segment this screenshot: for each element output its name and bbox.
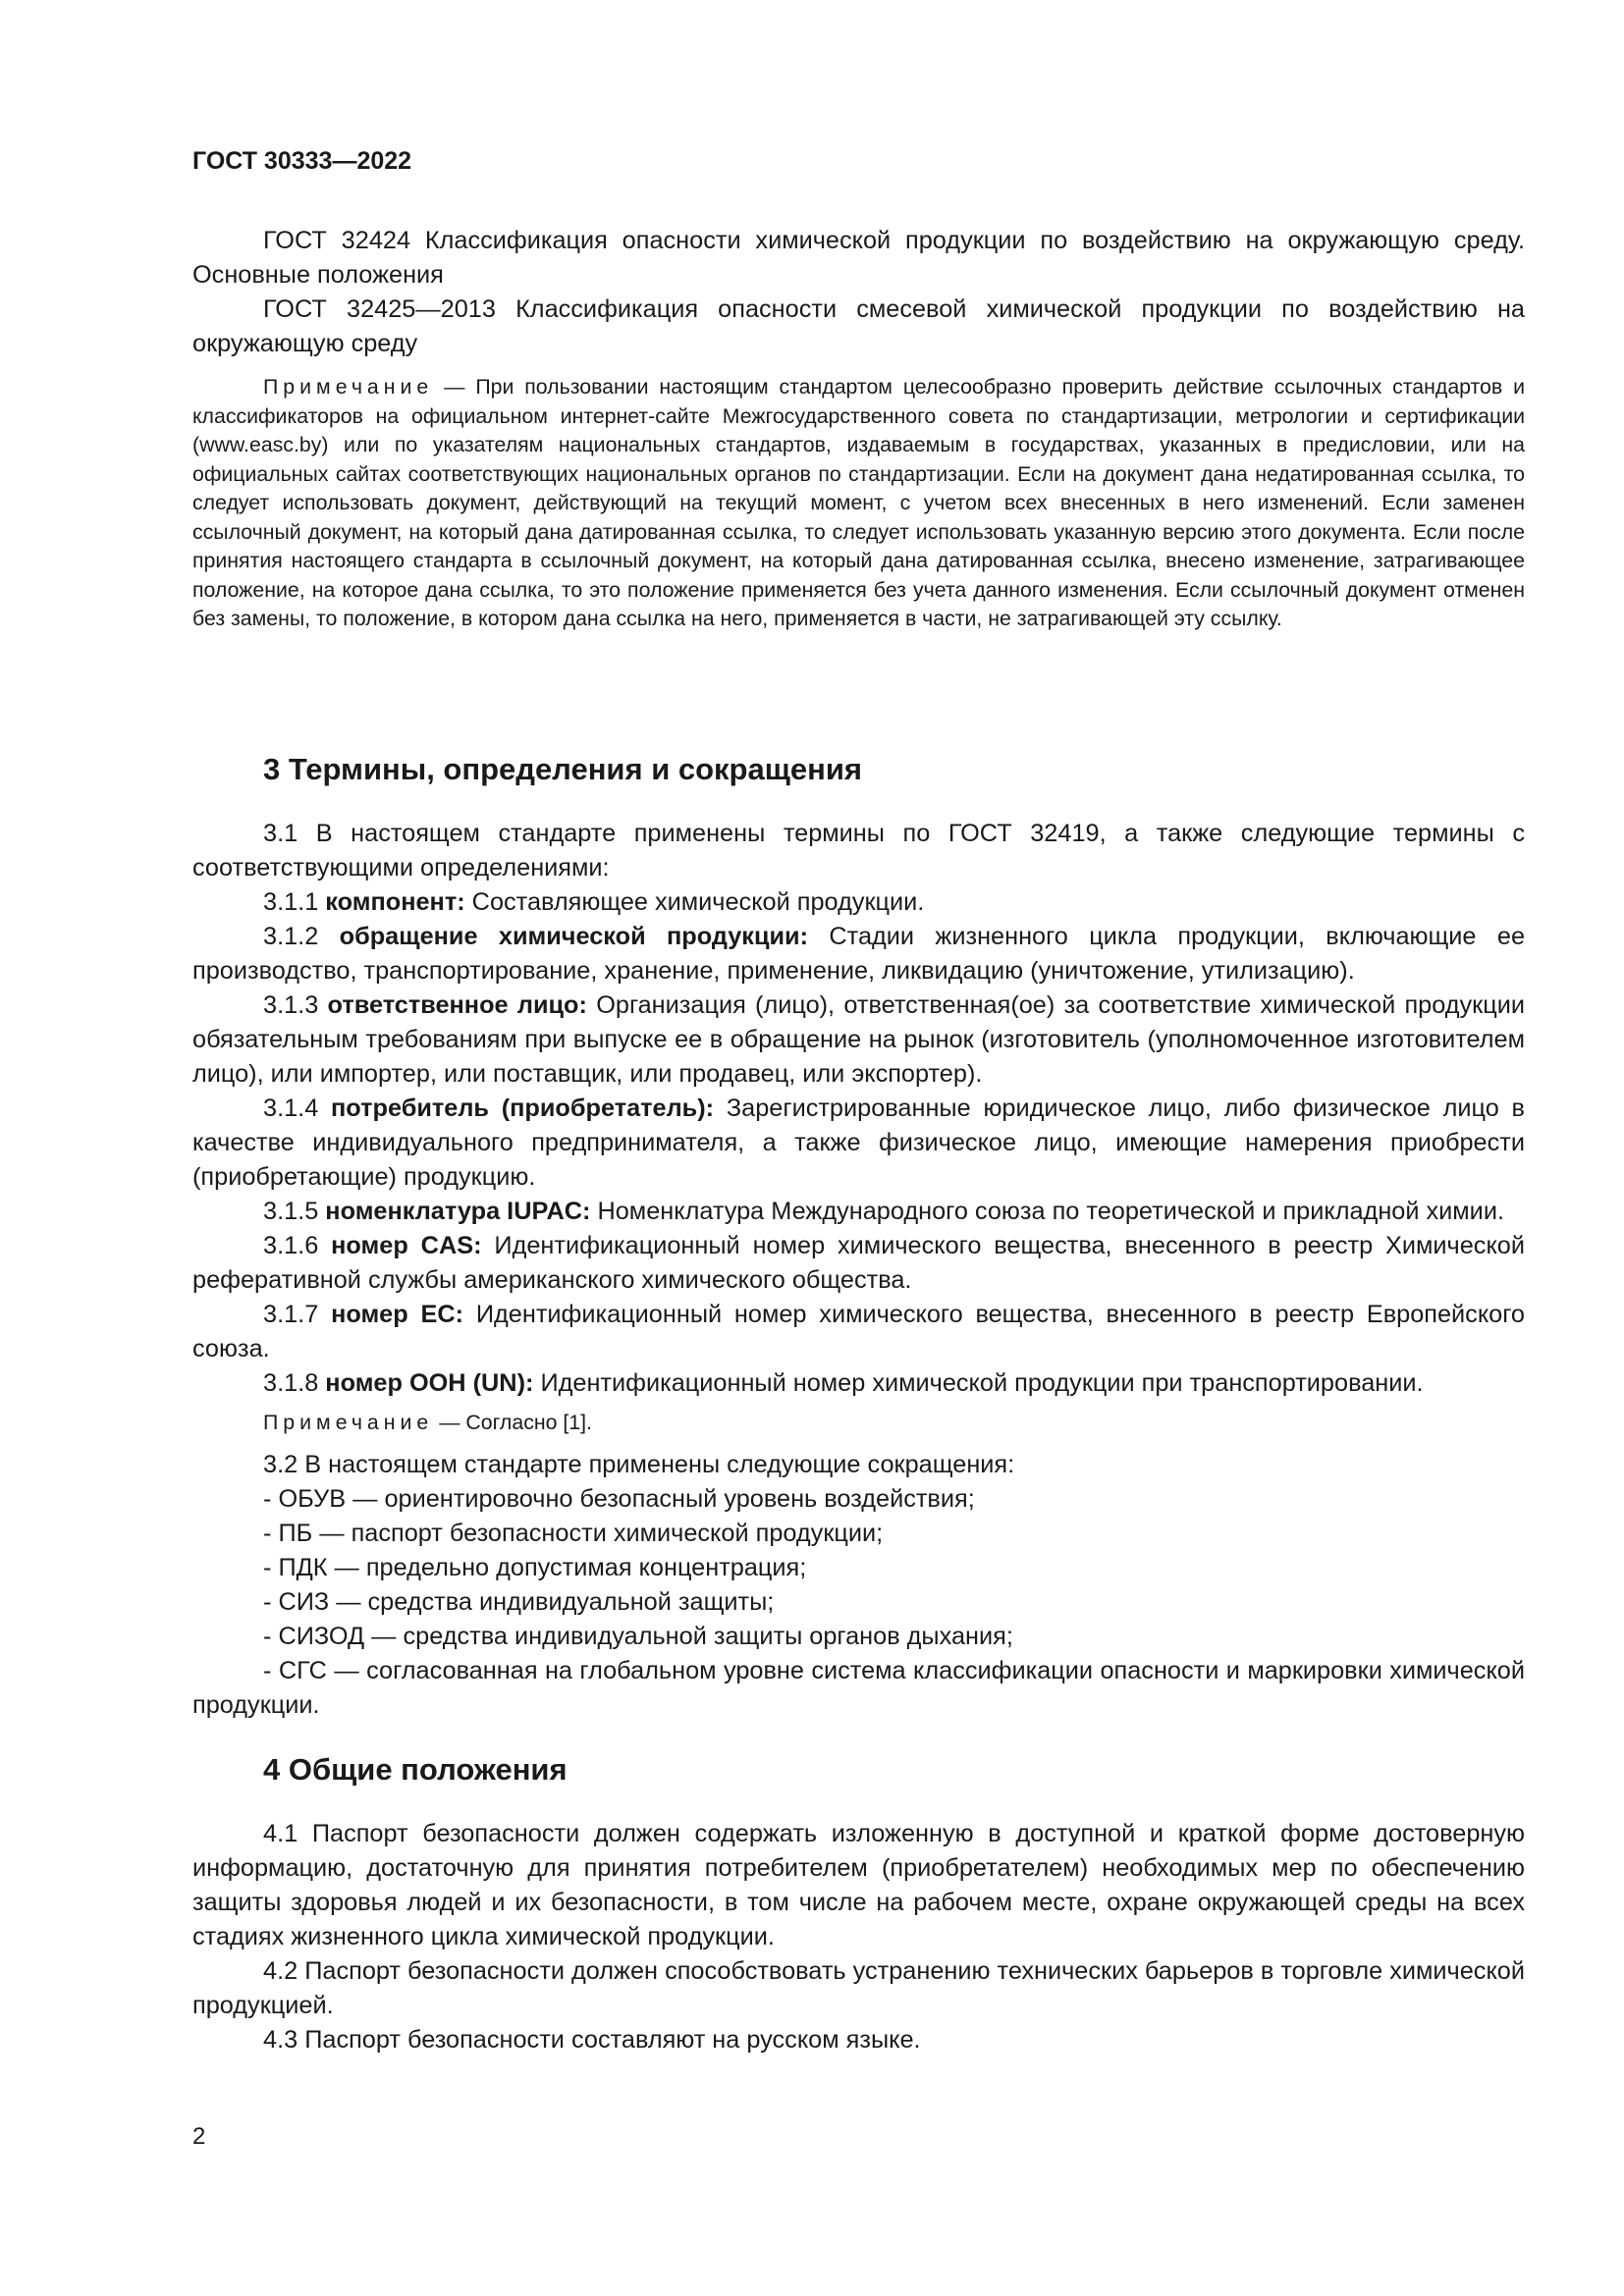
term-number: 3.1.3 [263,991,328,1019]
term-definition: Идентификационный номер химического вещества, внесенного в реестр Европейского союза. [192,1301,1525,1362]
term-name: номер CAS: [331,1232,482,1259]
term-definition: Составляющее химической продукции. [464,888,925,916]
term-definition: Стадии жизненного цикла продукции, включающие ее производство, транспортирование, хранение, применение, ликвидацию (уничтожение, утилизацию). [192,923,1526,985]
term-item [192,1195,1525,1229]
abbreviation-item: - СИЗ — средства индивидуальной защиты; [263,1587,775,1616]
document-header: ГОСТ 30333—2022 [192,147,412,175]
section-4 [192,1750,1525,2057]
normative-references [192,224,1525,634]
term-definition: Зарегистрированные юридическое лицо, либо физическое лицо в качестве индивидуального предпринимателя, а также физическое лицо, имеющие намерения приобрести (приобретающие) продукцию. [192,1095,1525,1191]
term-item [192,1366,1525,1401]
term-number: 3.1.1 [263,888,326,916]
abbreviation-item: - ОБУВ — ориентировочно безопасный уровень воздействия; [263,1484,975,1513]
term-item [192,1092,1525,1195]
term-number: 3.1.5 [263,1198,326,1225]
term-name: номер ООН (UN): [325,1369,534,1397]
term-name: компонент: [325,888,465,916]
abbreviations-intro: 3.2 В настоящем стандарте применены следующие сокращения: [263,1450,1015,1478]
term-name: потребитель (приобретатель): [331,1095,715,1122]
page-number: 2 [192,2123,206,2150]
term-number: 3.1.7 [263,1301,332,1328]
section-4-title: 4 Общие положения [263,1752,568,1787]
term-name: ответственное лицо: [327,991,587,1019]
term-item [192,1298,1525,1366]
term-item [192,920,1525,988]
section-4-paragraph: 4.1 Паспорт безопасности должен содержать изложенную в доступной и краткой форме достоверную информацию, достаточную для принятия потребителем (приобретателем) необходимых мер по обеспечению защиты здоровья людей и их безопасности, в том числе на рабочем месте, охране окружающей среды на всех стадиях жизненного цикла химической продукции. [192,1820,1525,1950]
note-term [192,1409,1525,1438]
term-name: номер ЕС: [331,1301,464,1328]
term-definition: Организация (лицо), ответственная(ое) за соответствие химической продукции обязательным требованиям при выпуске ее в обращение на рынок (изготовитель (уполномоченное изготовителем лицо), или импортер, или поставщик, или продавец, или экспортер). [192,991,1525,1088]
abbreviation-item: - СГС — согласованная на глобальном уровне система классификации опасности и маркировки химической продукции. [192,1656,1525,1719]
abbreviation-item: - ПДК — предельно допустимая концентрация; [263,1553,807,1581]
term-definition: Идентификационный номер химической продукции при транспортировании. [533,1369,1424,1397]
term-number: 3.1.8 [263,1369,326,1397]
term-name: обращение химической продукции: [339,923,809,950]
term-number: 3.1.6 [263,1232,332,1259]
abbreviation-item: - СИЗОД — средства индивидуальной защиты органов дыхания; [263,1622,1013,1650]
note-text: — При пользовании настоящим стандартом целесообразно проверить действие ссылочных стандартов и классификаторов на официальном интернет-сайте Межгосударственного совета по стандартизации, метрологии и сертификации (www.easc.by) или по указателям национальных стандартов, издаваемым в государствах, указанных в предисловии, или на официальных сайтах соответствующих национальных органов по стандартизации. Если на документ дана недатированная ссылка, то следует использовать документ, действующий на текущий момент, с учетом всех внесенных в него изменений. Если заменен ссылочный документ, на который дана датированная ссылка, то следует использовать указанную версию этого документа. Если после принятия настоящего стандарта в ссылочный документ, на который дана датированная ссылка, внесено изменение, затрагивающее положение, на которое дана ссылка, то это положение применяется без учета данного изменения. Если ссылочный документ отменен без замены, то положение, в котором дана ссылка на него, применяется в части, не затрагивающей эту ссылку. [192,375,1525,630]
note-references [192,373,1525,634]
term-name: номенклатура IUPAC: [325,1198,591,1225]
note-label: Примечание [263,375,434,399]
term-item [192,885,1525,920]
reference-item: ГОСТ 32425—2013 Классификация опасности смесевой химической продукции по воздействию на окружающую среду [192,295,1525,357]
reference-item: ГОСТ 32424 Классификация опасности химической продукции по воздействию на окружающую среду. Основные положения [192,227,1525,289]
term-definition: Номенклатура Международного союза по теоретической и прикладной химии. [590,1198,1504,1225]
term-number: 3.1.4 [263,1095,332,1122]
term-number: 3.1.2 [263,923,340,950]
section-4-paragraph: 4.2 Паспорт безопасности должен способствовать устранению технических барьеров в торговле химической продукцией. [192,1957,1525,2019]
note-text: — Согласно [1]. [433,1411,592,1434]
abbreviation-item: - ПБ — паспорт безопасности химической продукции; [263,1519,884,1547]
term-item [192,1229,1525,1298]
section-3 [192,750,1525,1723]
note-label: Примечание [263,1411,434,1434]
section-3-title: 3 Термины, определения и сокращения [263,752,862,786]
section-4-paragraph: 4.3 Паспорт безопасности составляют на русском языке. [263,2026,921,2054]
term-definition: Идентификационный номер химического вещества, внесенного в реестр Химической реферативной службы американского химического общества. [192,1232,1525,1294]
section-3-intro: 3.1 В настоящем стандарте применены термины по ГОСТ 32419, а также следующие термины с соответствующими определениями: [192,820,1525,881]
term-item [192,988,1525,1092]
